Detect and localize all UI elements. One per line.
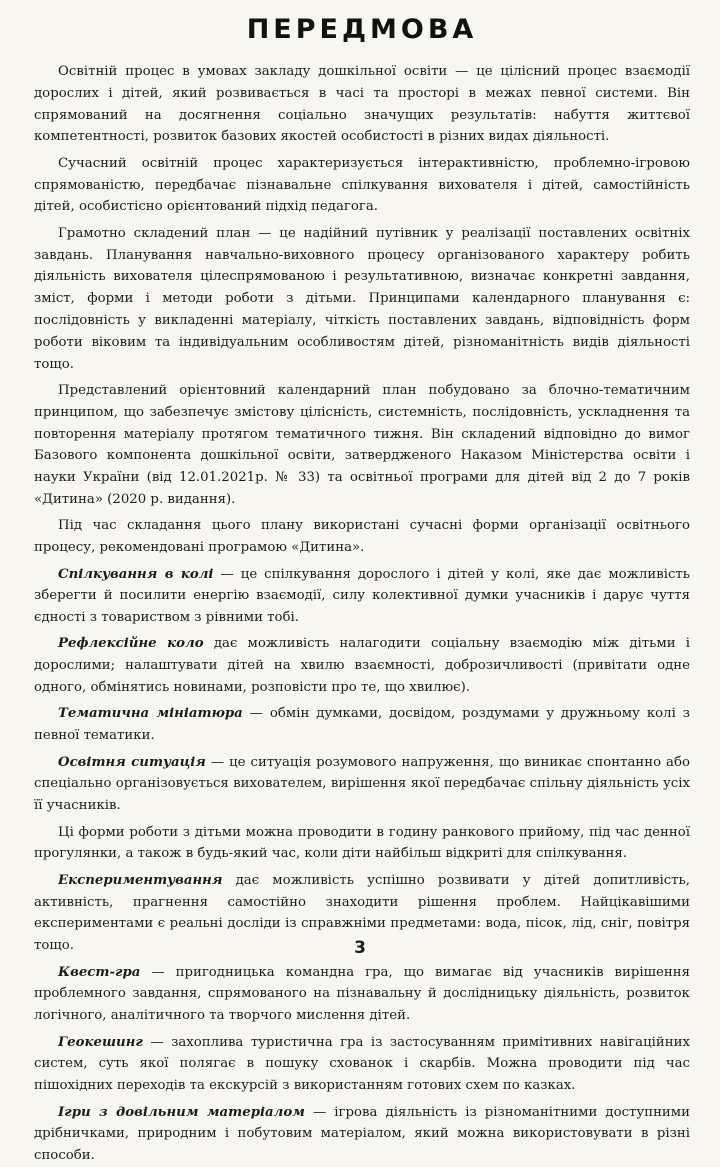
definition-text: — пригодницька командна гра, що вимагає від учасників вирішення проблемного завдання, спрямованого на пізнавальну й дослідницьку діяльність, розвиток логічного, аналітичного та творчого мислення дітей. <box>34 964 690 1024</box>
term: Експериментування <box>58 872 223 888</box>
definition-circle-communication <box>34 564 690 629</box>
definition-text: дає можливість успішно розвивати у дітей допитливість, активність, прагнення самостійно знаходити рішення проблем. Найцікавішими експериментами є реальні досліди із справжніми предметами: вода, пісок, лід, сніг, повітря тощо. <box>34 872 690 954</box>
definition-educational-situation <box>34 752 690 817</box>
term: Спілкування в колі <box>58 566 214 582</box>
paragraph-3 <box>34 223 690 376</box>
definition-text: — це спілкування дорослого і дітей у колі, яке дає можливість зберегти й посилити енергію взаємодії, силу колективної думки учасників і дарує чуття єдності з товариством з рівними тобі. <box>34 566 691 626</box>
definition-text: — захоплива туристична гра із застосуванням примітивних навігаційних систем, суть якої полягає в пошуку схованок і скарбів. Можна проводити під час пішохідних переходів та екскурсій з використанням готових схем по казках. <box>34 1034 690 1094</box>
definition-quest-game <box>34 962 690 1027</box>
term: Квест-гра <box>58 964 141 980</box>
definition-text: — ігрова діяльність із різноманітними доступними дрібничками, природним і побутовим матеріалом, який можна використовувати в різні способи. <box>34 1104 690 1164</box>
paragraph-text: Освітній процес в умовах закладу дошкільної освіти — це цілісний процес взаємодії дорослих і дітей, який розвивається в часі та просторі в межах певної системи. Він спрямований на досягнення соціально значущих результатів: набуття життєвої компетентності, розвиток базових якостей особистості в різних видах діяльності. <box>34 64 690 145</box>
definition-text: — це ситуація розумового напруження, що виникає спонтанно або спеціально організовується вихователем, вирішення якої передбачає спільну діяльність усіх її учасників. <box>34 754 690 814</box>
term: Геокешинг <box>58 1034 143 1050</box>
paragraph-forms-timing <box>34 822 690 866</box>
paragraph-text: Ці форми роботи з дітьми можна проводити в годину ранкового прийому, під час денної прогулянки, а також в будь-який час, коли діти найбільш відкриті для спілкування. <box>34 824 690 862</box>
paragraph-5 <box>34 515 690 559</box>
paragraph-1 <box>34 61 690 148</box>
definition-free-material-games <box>34 1102 690 1167</box>
page-number: 3 <box>354 938 366 958</box>
page-title: ПЕРЕДМОВА <box>246 14 478 45</box>
paragraph-text: Сучасний освітній процес характеризується інтерактивністю, проблемно-ігровою спрямованістю, передбачає пізнавальне спілкування вихователя і дітей, самостійність дітей, особистісно орієнтований підхід педагога. <box>34 155 690 215</box>
term: Рефлексійне коло <box>58 636 204 652</box>
term: Ігри з довільним матеріалом <box>58 1104 305 1120</box>
paragraph-2 <box>34 153 690 218</box>
definition-geocaching <box>34 1032 690 1097</box>
paragraph-text: Представлений орієнтовний календарний план побудовано за блочно-тематичним принципом, що забезпечує змістову цілісність, системність, послідовність, ускладнення та повторення матеріалу протягом тематичного тижня. Він складений відповідно до вимог Базового компонента дошкільної освіти, затвердженого Наказом Міністерства освіти і науки України (від 12.01.2021р. № 33) та освітньої програми для дітей від 2 до 7 років «Дитина» (2020 р. видання). <box>34 382 690 507</box>
term: Освітня ситуація <box>58 754 206 770</box>
definition-text: — обмін думками, досвідом, роздумами у дружньому колі з певної тематики. <box>34 706 690 744</box>
term: Тематична мініатюра <box>58 706 243 722</box>
definition-text: дає можливість налагодити соціальну взаємодію між дітьми і дорослими; налаштувати дітей на хвилю взаємності, доброзичливості (привітати одне одного, обмінятись новинами, розповісти про те, що хвилює). <box>34 636 690 696</box>
paragraph-4 <box>34 380 690 511</box>
definition-thematic-miniature <box>34 703 690 747</box>
paragraph-text: Під час складання цього плану використані сучасні форми організації освітнього процесу, рекомендовані програмою «Дитина». <box>34 518 690 556</box>
paragraph-text: Грамотно складений план — це надійний путівник у реалізації поставлених освітніх завдань. Планування навчально-виховного процесу організованого характеру робить діяльність вихователя цілеспрямованою і результативною, визначає конкретні завдання, зміст, форми і методи роботи з дітьми. Принципами календарного планування є: послідовність у викладенні матеріалу, чіткість поставлених завдань, відповідність форм роботи віковим та індивідуальним особливостям дітей, різноманітність видів діяльності тощо. <box>34 225 690 372</box>
definition-reflective-circle <box>34 633 690 698</box>
